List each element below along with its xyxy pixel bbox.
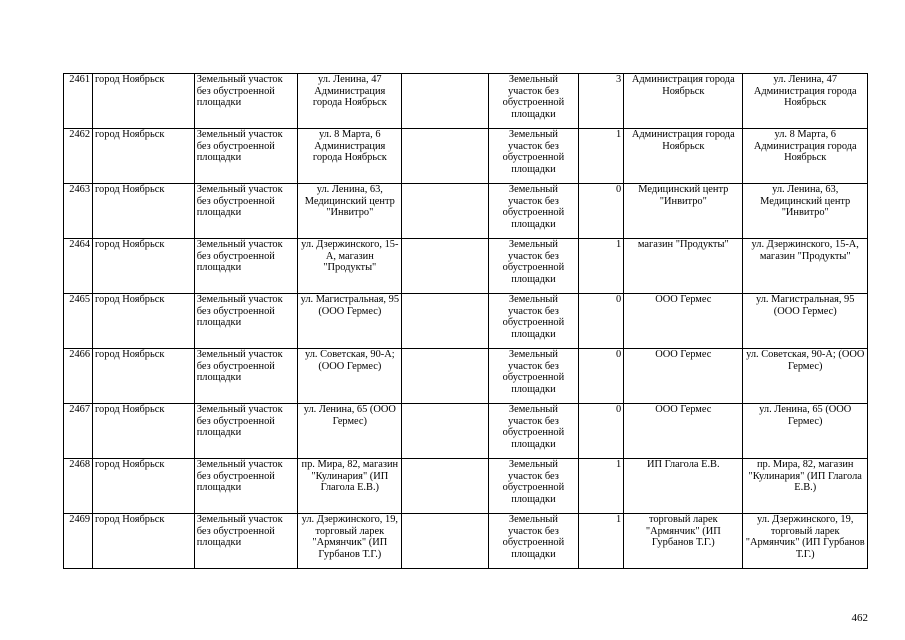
- container-count-cell: 0: [578, 349, 624, 404]
- row-number-cell: 2465: [64, 294, 93, 349]
- table-row: [64, 459, 868, 514]
- site-type-cell: Земельный участок без обустроенной площадки: [194, 239, 298, 294]
- row-number-cell: 2469: [64, 514, 93, 569]
- owner-address-cell: ул. Ленина, 47 Администрация города Ноябрьск: [743, 74, 868, 129]
- table-row: [64, 129, 868, 184]
- row-number-cell: 2463: [64, 184, 93, 239]
- container-count-cell: 1: [578, 459, 624, 514]
- owner-cell: ИП Глагола Е.В.: [624, 459, 743, 514]
- row-number-cell: 2461: [64, 74, 93, 129]
- surface-cell: Земельный участок без обустроенной площадки: [489, 459, 578, 514]
- surface-cell: Земельный участок без обустроенной площадки: [489, 349, 578, 404]
- table-row: [64, 349, 868, 404]
- site-type-cell: Земельный участок без обустроенной площадки: [194, 349, 298, 404]
- owner-address-cell: ул. 8 Марта, 6 Администрация города Ноябрьск: [743, 129, 868, 184]
- row-number-cell: 2462: [64, 129, 93, 184]
- owner-cell: торговый ларек "Армянчик" (ИП Гурбанов Т.Г.): [624, 514, 743, 569]
- city-cell: город Ноябрьск: [93, 459, 195, 514]
- owner-cell: Медицинский центр "Инвитро": [624, 184, 743, 239]
- row-number-cell: 2468: [64, 459, 93, 514]
- empty-cell: [402, 459, 489, 514]
- container-count-cell: 1: [578, 129, 624, 184]
- owner-address-cell: ул. Советская, 90-А; (ООО Гермес): [743, 349, 868, 404]
- city-cell: город Ноябрьск: [93, 514, 195, 569]
- empty-cell: [402, 74, 489, 129]
- owner-cell: Администрация города Ноябрьск: [624, 74, 743, 129]
- table-row: [64, 514, 868, 569]
- owner-address-cell: ул. Дзержинского, 19, торговый ларек "Армянчик" (ИП Гурбанов Т.Г.): [743, 514, 868, 569]
- city-cell: город Ноябрьск: [93, 129, 195, 184]
- city-cell: город Ноябрьск: [93, 294, 195, 349]
- container-count-cell: 0: [578, 404, 624, 459]
- city-cell: город Ноябрьск: [93, 239, 195, 294]
- page-number: 462: [851, 612, 868, 624]
- owner-cell: ООО Гермес: [624, 349, 743, 404]
- table-row: [64, 74, 868, 129]
- site-type-cell: Земельный участок без обустроенной площадки: [194, 404, 298, 459]
- owner-address-cell: пр. Мира, 82, магазин "Кулинария" (ИП Глагола Е.В.): [743, 459, 868, 514]
- city-cell: город Ноябрьск: [93, 184, 195, 239]
- registry-table: [63, 73, 868, 569]
- table-row: [64, 239, 868, 294]
- table-row: [64, 404, 868, 459]
- empty-cell: [402, 129, 489, 184]
- surface-cell: Земельный участок без обустроенной площадки: [489, 184, 578, 239]
- surface-cell: Земельный участок без обустроенной площадки: [489, 514, 578, 569]
- site-type-cell: Земельный участок без обустроенной площадки: [194, 184, 298, 239]
- table-row: [64, 294, 868, 349]
- city-cell: город Ноябрьск: [93, 404, 195, 459]
- container-count-cell: 3: [578, 74, 624, 129]
- site-type-cell: Земельный участок без обустроенной площадки: [194, 129, 298, 184]
- empty-cell: [402, 294, 489, 349]
- container-count-cell: 1: [578, 514, 624, 569]
- site-type-cell: Земельный участок без обустроенной площадки: [194, 294, 298, 349]
- surface-cell: Земельный участок без обустроенной площадки: [489, 129, 578, 184]
- site-type-cell: Земельный участок без обустроенной площадки: [194, 459, 298, 514]
- site-address-cell: ул. Дзержинского, 19, торговый ларек "Армянчик" (ИП Гурбанов Т.Г.): [298, 514, 402, 569]
- owner-address-cell: ул. Ленина, 65 (ООО Гермес): [743, 404, 868, 459]
- empty-cell: [402, 349, 489, 404]
- site-address-cell: пр. Мира, 82, магазин "Кулинария" (ИП Глагола Е.В.): [298, 459, 402, 514]
- site-type-cell: Земельный участок без обустроенной площадки: [194, 74, 298, 129]
- site-type-cell: Земельный участок без обустроенной площадки: [194, 514, 298, 569]
- site-address-cell: ул. Советская, 90-А; (ООО Гермес): [298, 349, 402, 404]
- owner-address-cell: ул. Дзержинского, 15-А, магазин "Продукты": [743, 239, 868, 294]
- row-number-cell: 2467: [64, 404, 93, 459]
- empty-cell: [402, 514, 489, 569]
- container-count-cell: 0: [578, 294, 624, 349]
- row-number-cell: 2466: [64, 349, 93, 404]
- surface-cell: Земельный участок без обустроенной площадки: [489, 294, 578, 349]
- site-address-cell: ул. Ленина, 63, Медицинский центр "Инвитро": [298, 184, 402, 239]
- surface-cell: Земельный участок без обустроенной площадки: [489, 74, 578, 129]
- surface-cell: Земельный участок без обустроенной площадки: [489, 239, 578, 294]
- site-address-cell: ул. Ленина, 47 Администрация города Ноябрьск: [298, 74, 402, 129]
- owner-address-cell: ул. Магистральная, 95 (ООО Гермес): [743, 294, 868, 349]
- registry-table-body: [64, 74, 868, 569]
- owner-cell: магазин "Продукты": [624, 239, 743, 294]
- owner-cell: Администрация города Ноябрьск: [624, 129, 743, 184]
- container-count-cell: 1: [578, 239, 624, 294]
- table-row: [64, 184, 868, 239]
- site-address-cell: ул. 8 Марта, 6 Администрация города Ноябрьск: [298, 129, 402, 184]
- empty-cell: [402, 239, 489, 294]
- empty-cell: [402, 404, 489, 459]
- owner-address-cell: ул. Ленина, 63, Медицинский центр "Инвитро": [743, 184, 868, 239]
- owner-cell: ООО Гермес: [624, 294, 743, 349]
- owner-cell: ООО Гермес: [624, 404, 743, 459]
- city-cell: город Ноябрьск: [93, 74, 195, 129]
- surface-cell: Земельный участок без обустроенной площадки: [489, 404, 578, 459]
- container-count-cell: 0: [578, 184, 624, 239]
- empty-cell: [402, 184, 489, 239]
- site-address-cell: ул. Магистральная, 95 (ООО Гермес): [298, 294, 402, 349]
- row-number-cell: 2464: [64, 239, 93, 294]
- city-cell: город Ноябрьск: [93, 349, 195, 404]
- site-address-cell: ул. Дзержинского, 15-А, магазин "Продукты": [298, 239, 402, 294]
- site-address-cell: ул. Ленина, 65 (ООО Гермес): [298, 404, 402, 459]
